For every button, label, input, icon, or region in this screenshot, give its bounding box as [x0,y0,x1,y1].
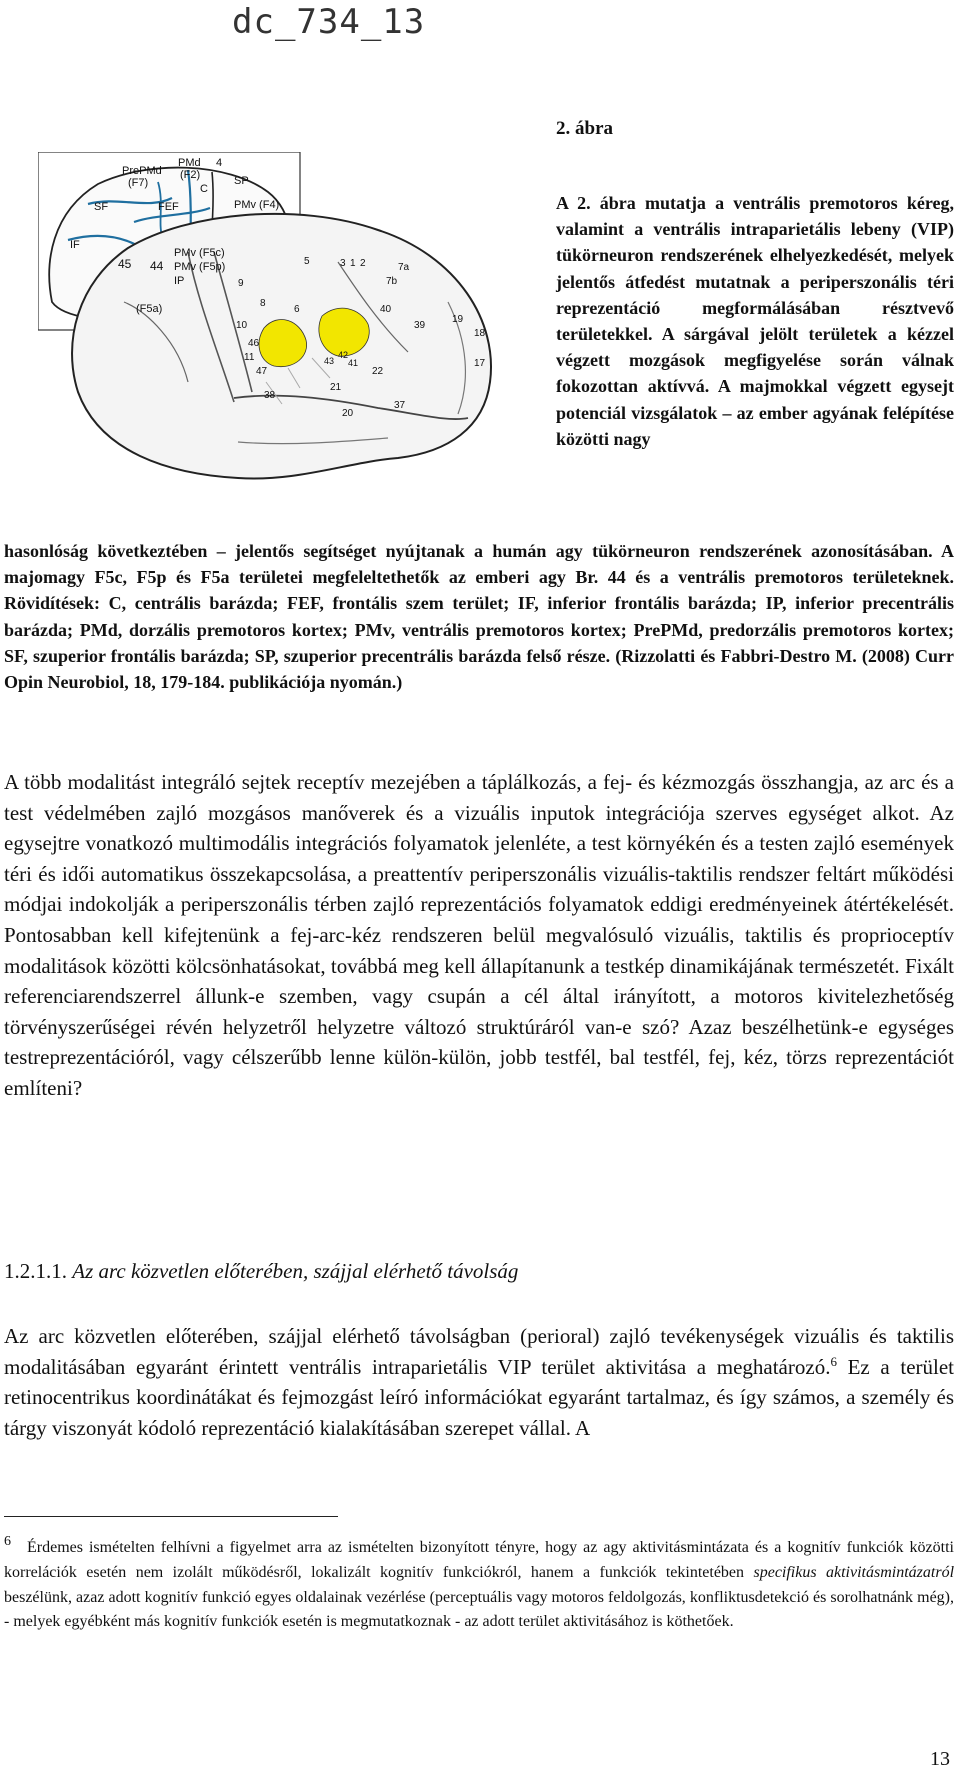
label-4: 4 [216,157,223,169]
label-7a: 7a [398,262,410,273]
footnote-text-b: beszélünk, azaz adott kognitív funkció egyes oldalainak vezérlése (perceptuális vagy motoros feldolgozás, konfliktusdetekció és sorolhatnánk még), - melyek egyébként más kognitív funkciók esetén is megmutatkoznak - az adott terület aktivitásához is köthetőek. [4,1588,954,1631]
body-paragraph-1: A több modalitást integráló sejtek receptív mezejében a táplálkozás, a fej- és kézmozgás összhangja, az arc és a test védelmében zajló mozgásos manőverek és a vizuális inputok integrációja szerves egységet alkot. Az egysejtre vonatkozó multimodális integrációs folyamatok jelenléte, a test környékén és a testen zajló események téri és idői automatikus összekapcsolása, a preattentív periperszonális vizuális-taktilis rendszer feltárt működési módjai indokolják a periperszonális térben zajló reprezentációs folyamatok eddigi eredményeinek átértékelését. Pontosabban kell kifejtenünk a fej-arc-kéz rendszeren belül megvalósuló vizuális, taktilis és proprioceptív modalitások közötti kölcsönhatásokat, továbbá meg kell állapítanunk a testkép dinamikájának természetét. Fixált referenciarendszerrel állunk-e szemben, vagy csupán a cél által irányított, a motoros kivitelezhetőség törvényszerűségei révén helyzetről helyzetre változó struktúráról van-e szó? Azaz beszélhetünk-e egységes testreprezentációról, vagy célszerűbb lenne külön-külön, jobb testfél, bal testfél, fej, kéz, törzs reprezentációt említeni? [4,770,954,1100]
label-3: 3 [340,258,346,269]
label-45: 45 [118,257,132,271]
label-pmv-f4: PMv (F4) [234,199,280,211]
label-17: 17 [474,358,486,369]
human-brain-lateral [72,214,491,479]
brain-figure [38,152,546,492]
label-43: 43 [324,356,335,366]
label-44: 44 [150,259,164,273]
label-ip: IP [174,275,185,287]
figure-label: 2. ábra [556,118,613,139]
label-11: 11 [244,352,255,363]
label-7b: 7b [386,276,398,287]
body-paragraph-2 [4,1321,954,1443]
label-10: 10 [236,320,248,331]
label-8: 8 [260,298,266,309]
label-f7: (F7) [128,177,149,189]
footnote-text-italic: specifikus aktivitásmintázatról [753,1563,955,1581]
page-number: 13 [930,1748,950,1770]
label-47: 47 [256,366,268,377]
label-pmd: PMd [178,157,201,169]
label-5: 5 [304,256,310,267]
label-sf: SF [94,201,109,213]
label-1: 1 [350,258,356,269]
label-37: 37 [394,400,406,411]
figure-caption-side: A 2. ábra mutatja a ventrális premotoros kéreg, valamint a ventrális intraparietális lebeny (VIP) tükörneuron rendszerének elhelyezkedését, melyek jelentős átfedést mutatnak a periperszonális téri reprezentáció megformálásában résztvevő területekkel. A sárgával jelölt területek a kézzel végzett mozgások megfigyelése során válnak fokozottan aktívvá. A majmokkal végzett egysejt potenciál vizsgálatok – az ember agyának felépítése közötti nagy [556,193,954,449]
label-39: 39 [414,320,426,331]
label-pmv-f5c: PMv (F5c) [174,247,225,259]
label-fef: FEF [158,201,179,213]
footnote-text-a: Érdemes ismételten felhívni a figyelmet arra az ismételten bizonyított tényre, hogy az agy aktivitásmintázata és a kognitív funkciók közötti korrelációk esetén nem izolált működésről, lokalizált kognitív funkciókról, hanem a funkciók tekintetében [4,1539,954,1581]
section-heading [4,1259,518,1284]
footnote [4,1530,954,1635]
label-42: 42 [338,350,349,360]
label-20: 20 [342,408,354,419]
paragraph2-text-b: Ez a terület retinocentrikus koordinátákat és fejmozgást leíró információkat egyaránt tartalmaz, és így számos, a személy és tárgy viszonyát kódoló reprezentáció kialakításában szerepet vállal. A [4,1354,955,1440]
label-21: 21 [330,382,342,393]
label-38: 38 [264,390,276,401]
label-if: IF [70,239,80,251]
label-9: 9 [238,278,244,289]
section-title: Az arc közvetlen előterében, szájjal elérhető távolság [72,1259,519,1283]
label-18: 18 [474,328,486,339]
label-46: 46 [248,338,260,349]
label-f5a: (F5a) [136,303,163,315]
label-premd: PrePMd [122,165,162,177]
label-c: C [200,183,208,195]
label-6: 6 [294,304,300,315]
label-2: 2 [360,258,366,269]
footnote-reference: 6 [830,1353,837,1369]
section-number: 1.2.1.1. [4,1259,67,1283]
label-f2: (F2) [180,169,201,181]
footnote-divider [4,1516,338,1517]
label-19: 19 [452,314,464,325]
paragraph2-text-a: Az arc közvetlen előterében, szájjal elérhető távolságban (perioral) zajló tevékenységek vizuális és taktilis modalitásában egyaránt érintett ventrális intraparietális VIP terület aktivitása a meghatározó. [4,1324,954,1379]
footnote-mark: 6 [4,1534,11,1549]
label-40: 40 [380,304,392,315]
figure-caption-continued: hasonlóság következtében – jelentős segítséget nyújtanak a humán agy tükörneuron rendszerének azonosításában. A majomagy F5c, F5p és F5a területei megfeleltethetők az emberi agy Br. 44 és a ventrális premotoros területeknek. Rövidítések: C, centrális barázda; FEF, frontális szem terület; IF, inferior frontális barázda; IP, inferior precentrális barázda; PMd, dorzális premotoros kortex; PMv, ventrális premotoros kortex; PrePMd, predorzális premotoros kortex; SF, szuperior frontális barázda; SP, szuperior precentrális barázda felső része. (Rizzolatti és Fabbri-Destro M. (2008) Curr Opin Neurobiol, 18, 179-184. publikációja nyomán.) [4,541,954,693]
label-pmv-f5p: PMv (F5p) [174,261,226,273]
label-22: 22 [372,366,384,377]
label-sp: SP [234,175,249,187]
document-code-header: dc_734_13 [232,2,426,42]
label-41: 41 [348,358,359,368]
